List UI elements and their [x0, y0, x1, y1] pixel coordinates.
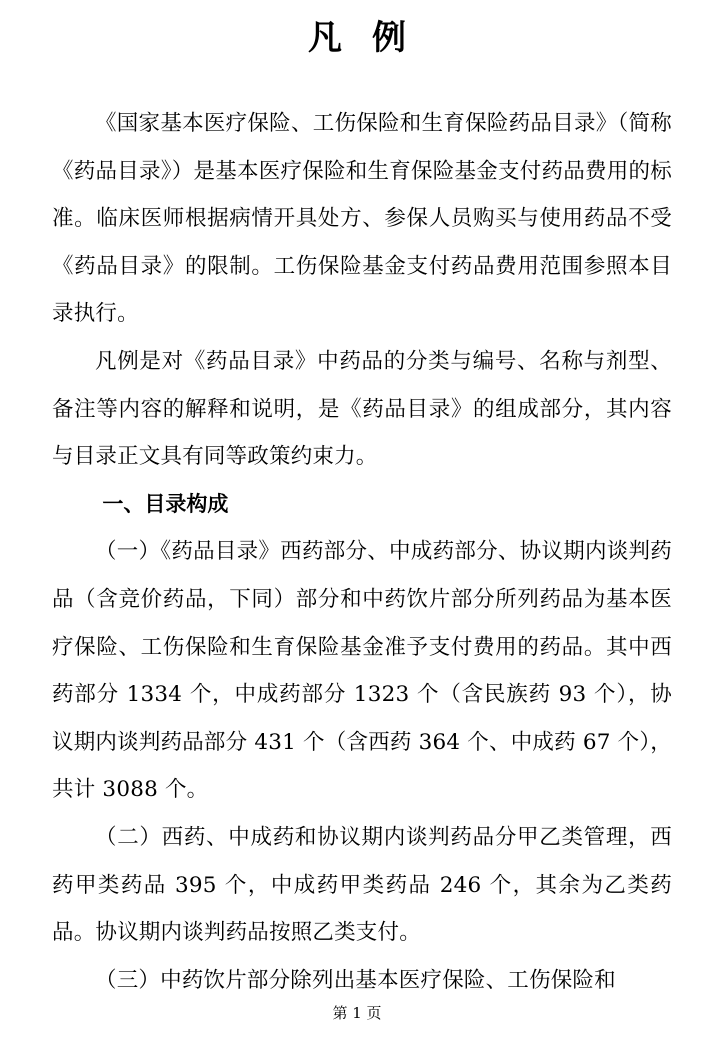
title-char-1: 凡 [308, 18, 342, 58]
section-1-paragraph-1: （一）《药品目录》西药部分、中成药部分、协议期内谈判药品（含竞价药品，下同）部分和中药饮片部分所列药品为基本医疗保险、工伤保险和生育保险基金准予支付费用的药品。其中西药部分 1334 个，中成药部分 1323 个（含民族药 93 个），协议期内谈判药品部分 431 个（含西药 364 个、中成药 67 个），共计 3088 个。 [52, 539, 672, 803]
document-body [52, 100, 672, 1004]
page-number-footer: 第 1 页 [332, 1004, 382, 1022]
section-1-paragraph-3: （三）中药饮片部分除列出基本医疗保险、工伤保险和 [95, 967, 616, 993]
intro-paragraph-1: 《国家基本医疗保险、工伤保险和生育保险药品目录》（简称《药品目录》）是基本医疗保险和生育保险基金支付药品费用的标准。临床医师根据病情开具处方、参保人员购买与使用药品不受《药品目录》的限制。工伤保险基金支付药品费用范围参照本目录执行。 [52, 111, 672, 327]
intro-paragraph-2: 凡例是对《药品目录》中药品的分类与编号、名称与剂型、备注等内容的解释和说明，是《药品目录》的组成部分，其内容与目录正文具有同等政策约束力。 [52, 348, 672, 470]
page-title [0, 14, 714, 62]
title-char-2: 例 [372, 18, 406, 58]
section-1-paragraph-2: （二）西药、中成药和协议期内谈判药品分甲乙类管理，西药甲类药品 395 个，中成药甲类药品 246 个，其余为乙类药品。协议期内谈判药品按照乙类支付。 [52, 824, 672, 946]
section-heading-catalog-composition: 一、目录构成 [102, 491, 229, 516]
